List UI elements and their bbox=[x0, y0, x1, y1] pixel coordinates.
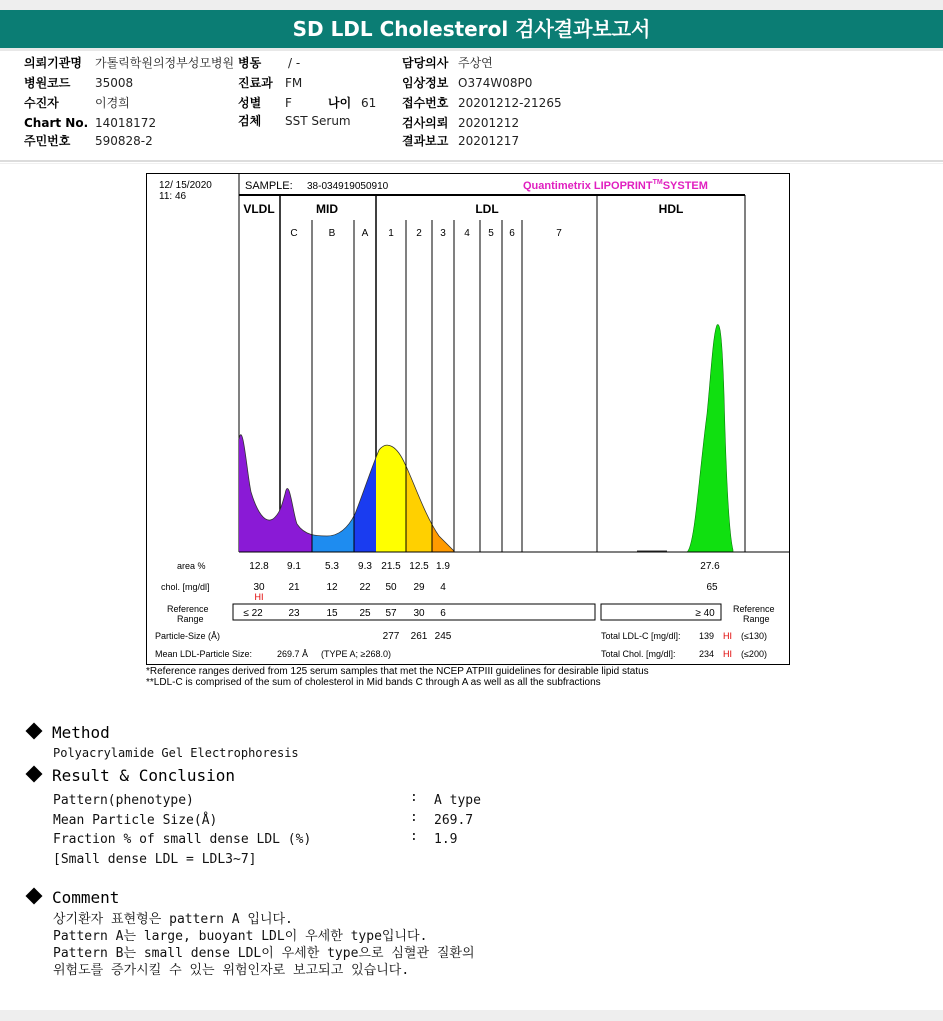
area-pct-value: 12.5 bbox=[409, 561, 429, 572]
result-value: 1.9 bbox=[434, 832, 458, 847]
total-ldl-value: 139 bbox=[699, 631, 715, 641]
info-value: / - bbox=[288, 56, 301, 70]
result-table bbox=[155, 561, 775, 659]
group-mid: MID bbox=[316, 202, 338, 216]
info-value: 가톨릭학원의정부성모병원 bbox=[95, 56, 235, 70]
diamond-bullet-icon bbox=[26, 766, 43, 783]
ref-value: 15 bbox=[326, 608, 338, 619]
info-label: 주민번호 bbox=[24, 134, 71, 148]
result-label: Pattern(phenotype) bbox=[53, 793, 194, 808]
comment-section bbox=[28, 888, 119, 907]
info-value: 35008 bbox=[95, 76, 134, 90]
info-label-age: 나이 bbox=[328, 96, 352, 110]
info-label: 성별 bbox=[238, 96, 262, 110]
mean-ldl-type: (TYPE A; ≥268.0) bbox=[321, 649, 391, 659]
area-pct-value: 21.5 bbox=[381, 561, 401, 572]
chol-value: 30 bbox=[253, 582, 265, 593]
info-value: F bbox=[285, 96, 292, 110]
band-label-7: 7 bbox=[556, 228, 562, 239]
area-pct-value: 5.3 bbox=[325, 561, 339, 572]
hdl-ref-value: ≥ 40 bbox=[695, 608, 715, 619]
info-value: 이경희 bbox=[95, 96, 130, 110]
info-value: 590828-2 bbox=[95, 134, 153, 148]
electropherogram-curve bbox=[239, 325, 733, 552]
info-label: 담당의사 bbox=[402, 56, 449, 70]
info-value: O374W08P0 bbox=[458, 76, 533, 90]
info-label: 결과보고 bbox=[402, 134, 449, 148]
result-heading: Result & Conclusion bbox=[52, 766, 236, 785]
ref-value: 25 bbox=[359, 608, 371, 619]
patient-info bbox=[0, 0, 943, 160]
curve-hdl bbox=[687, 325, 733, 552]
ref-value: 23 bbox=[288, 608, 300, 619]
result-colon: : bbox=[410, 829, 418, 844]
chol-value: 21 bbox=[288, 582, 300, 593]
band-label-5: 5 bbox=[488, 228, 494, 239]
info-label: 수진자 bbox=[24, 96, 59, 110]
band-labels bbox=[290, 228, 562, 239]
info-divider bbox=[0, 160, 943, 162]
chol-hi-flag: HI bbox=[254, 592, 264, 602]
total-ldl-label: Total LDL-C [mg/dl]: bbox=[601, 631, 681, 641]
info-label: Chart No. bbox=[24, 116, 89, 130]
chol-label: chol. [mg/dl] bbox=[161, 582, 210, 592]
chol-value: 12 bbox=[326, 582, 338, 593]
info-label: 접수번호 bbox=[402, 96, 449, 110]
chol-value: 22 bbox=[359, 582, 371, 593]
result-note: [Small dense LDL = LDL3~7] bbox=[53, 852, 257, 867]
info-value: SST Serum bbox=[285, 114, 351, 128]
info-value: 주상연 bbox=[458, 56, 493, 70]
mean-ldl-value: 269.7 Å bbox=[277, 649, 309, 659]
chart-time: 11: 46 bbox=[159, 191, 187, 202]
result-value: A type bbox=[434, 793, 481, 808]
total-ldl-flag: HI bbox=[723, 631, 732, 641]
sample-label: SAMPLE: bbox=[245, 180, 293, 192]
footnote-2: **LDL-C is comprised of the sum of cholesterol in Mid bands C through A as well as all the subfractions bbox=[146, 677, 601, 688]
comment-heading: Comment bbox=[52, 888, 120, 907]
particle-size-value: 245 bbox=[434, 631, 452, 642]
particle-size-value: 261 bbox=[410, 631, 428, 642]
ref-label-left-2: Range bbox=[177, 614, 204, 624]
area-pct-value: 1.9 bbox=[436, 561, 450, 572]
info-label: 의뢰기관명 bbox=[24, 56, 82, 70]
band-label-3: 3 bbox=[440, 228, 446, 239]
method-heading: Method bbox=[52, 723, 110, 742]
hdl-chol: 65 bbox=[706, 582, 718, 593]
ref-label-left-1: Reference bbox=[167, 604, 209, 614]
sample-id: 38-034919050910 bbox=[307, 181, 389, 192]
band-label-1: 1 bbox=[388, 228, 394, 239]
info-label: 병동 bbox=[238, 56, 262, 70]
info-value: 14018172 bbox=[95, 116, 157, 130]
brand-tm: TM bbox=[652, 179, 663, 186]
method-text: Polyacrylamide Gel Electrophoresis bbox=[53, 746, 299, 760]
band-label-b: B bbox=[328, 228, 336, 239]
chol-value: 50 bbox=[385, 582, 397, 593]
group-ldl: LDL bbox=[475, 202, 499, 216]
band-label-4: 4 bbox=[464, 228, 470, 239]
info-label: 검사의뢰 bbox=[402, 116, 449, 130]
report-title: SD LDL Cholesterol 검사결과보고서 bbox=[0, 10, 943, 48]
particle-size-value: 277 bbox=[382, 631, 400, 642]
total-chol-flag: HI bbox=[723, 649, 732, 659]
result-colon: : bbox=[410, 810, 418, 825]
result-section bbox=[28, 766, 235, 785]
band-label-2: 2 bbox=[416, 228, 422, 239]
brand-suffix: SYSTEM bbox=[662, 180, 708, 192]
total-chol-ref: (≤200) bbox=[741, 649, 767, 659]
mean-ldl-label: Mean LDL-Particle Size: bbox=[155, 649, 253, 659]
area-pct-value: 12.8 bbox=[249, 561, 269, 572]
result-value: 269.7 bbox=[434, 813, 474, 828]
ref-value: 6 bbox=[440, 608, 446, 619]
hdl-area-pct: 27.6 bbox=[700, 561, 720, 572]
info-label: 진료과 bbox=[238, 76, 273, 90]
info-value: 20201217 bbox=[458, 134, 520, 148]
total-chol-label: Total Chol. [mg/dl]: bbox=[601, 649, 676, 659]
diamond-bullet-icon bbox=[26, 723, 43, 740]
comment-line: 위험도를 증가시킬 수 있는 위험인자로 보고되고 있습니다. bbox=[53, 963, 410, 978]
band-label-6: 6 bbox=[509, 228, 515, 239]
bottom-strip bbox=[0, 1010, 943, 1021]
group-hdl: HDL bbox=[658, 202, 684, 216]
ref-value: 57 bbox=[385, 608, 397, 619]
comment-line: 상기환자 표현형은 pattern A 입니다. bbox=[53, 912, 293, 927]
ref-value: 30 bbox=[413, 608, 425, 619]
ref-label-right-2: Range bbox=[743, 614, 770, 624]
footnote-1: *Reference ranges derived from 125 serum samples that met the NCEP ATPIII guidelines for desirable lipid status bbox=[146, 666, 649, 677]
chart-date: 12/ 15/2020 bbox=[159, 180, 212, 191]
info-value: FM bbox=[285, 76, 303, 90]
area-pct-value: 9.1 bbox=[287, 561, 301, 572]
lipoprint-chart bbox=[146, 173, 790, 665]
info-value: 20201212 bbox=[458, 116, 520, 130]
ref-label-right-1: Reference bbox=[733, 604, 775, 614]
band-label-a: A bbox=[361, 228, 369, 239]
info-label: 병원코드 bbox=[24, 76, 71, 90]
result-label: Mean Particle Size(Å) bbox=[53, 813, 218, 828]
info-value: 20201212-21265 bbox=[458, 96, 562, 110]
total-chol-value: 234 bbox=[699, 649, 715, 659]
diamond-bullet-icon bbox=[26, 888, 43, 905]
comment-line: Pattern B는 small dense LDL이 우세한 type으로 심혈관 질환의 bbox=[53, 946, 475, 961]
method-section bbox=[28, 723, 110, 742]
band-label-c: C bbox=[290, 228, 298, 239]
group-vldl: VLDL bbox=[243, 202, 275, 216]
info-value-age: 61 bbox=[361, 96, 377, 110]
chol-value: 29 bbox=[413, 582, 425, 593]
brand-name: Quantimetrix LIPOPRINT bbox=[523, 180, 653, 192]
particle-size-label: Particle-Size (Å) bbox=[155, 631, 221, 641]
info-label: 임상정보 bbox=[402, 76, 449, 90]
chol-value: 4 bbox=[440, 582, 446, 593]
result-label: Fraction % of small dense LDL (%) bbox=[53, 832, 312, 847]
area-pct-value: 9.3 bbox=[358, 561, 372, 572]
comment-line: Pattern A는 large, buoyant LDL이 우세한 type입니다. bbox=[53, 929, 428, 944]
info-label: 검체 bbox=[238, 114, 262, 128]
area-pct-label: area % bbox=[177, 561, 206, 571]
lipoprint-brand bbox=[523, 179, 708, 192]
ref-value: ≤ 22 bbox=[243, 608, 263, 619]
info-divider-light bbox=[0, 163, 943, 164]
total-ldl-ref: (≤130) bbox=[741, 631, 767, 641]
lipoprint-svg bbox=[147, 174, 789, 664]
result-colon: : bbox=[410, 790, 418, 805]
